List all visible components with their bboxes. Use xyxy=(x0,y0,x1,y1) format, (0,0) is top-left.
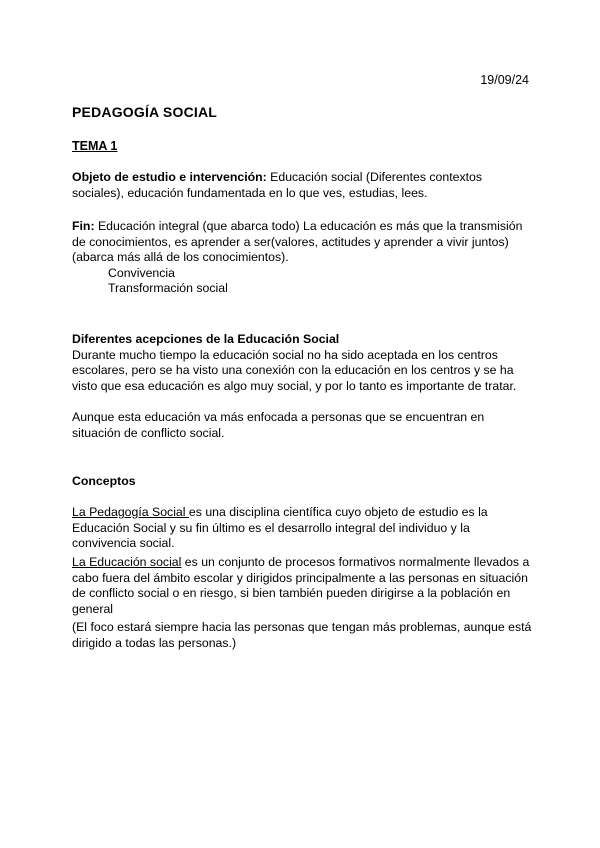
educacion-term: La Educación social xyxy=(72,555,182,569)
objeto-label: Objeto de estudio e intervención: xyxy=(72,170,267,184)
conceptos-heading: Conceptos xyxy=(72,474,136,488)
paragraph-aunque: Aunque esta educación va más enfocada a personas que se encuentran en situación de conflicto social. xyxy=(72,410,485,440)
acepciones-heading: Diferentes acepciones de la Educación Social xyxy=(72,332,340,346)
paragraph-foco: (El foco estará siempre hacia las personas que tengan más problemas, aunque está dirigido a todas las personas.) xyxy=(72,620,532,650)
educacion-text: es un conjunto de procesos formativos normalmente llevados a cabo fuera del ámbito escolar y dirigidos principalmente a las personas en situación de conflicto social o en riesgo, si bien también pueden dirigirse a la población en general xyxy=(72,555,530,616)
fin-label: Fin: xyxy=(72,219,95,233)
paragraph-pedagogia-social xyxy=(72,505,532,552)
document-date: 19/09/24 xyxy=(480,73,529,87)
pedagogia-text: es una disciplina científica cuyo objeto de estudio es la Educación Social y su fin último es el desarrollo integral del individuo y la convivencia social. xyxy=(72,505,488,551)
acepciones-text: Durante mucho tiempo la educación social no ha sido aceptada en los centros escolares, pero se ha visto una conexión con la educación en los centros y se ha visto que esa educación es algo muy social, y por lo tanto es importante de tratar. xyxy=(72,347,517,393)
paragraph-objeto xyxy=(72,170,532,201)
fin-item: Transformación social xyxy=(108,281,228,296)
objeto-text: Educación social (Diferentes contextos sociales), educación fundamentada en lo que ves, estudias, lees. xyxy=(72,170,483,200)
fin-text: Educación integral (que abarca todo) La educación es más que la transmisión de conocimientos, es aprender a ser(valores, actitudes y aprender a vivir juntos) (abarca más allá de los conocimientos). xyxy=(72,219,523,265)
section-title-tema: TEMA 1 xyxy=(72,139,118,153)
paragraph-acepciones xyxy=(72,332,532,394)
paragraph-fin xyxy=(72,219,532,297)
document-title: PEDAGOGÍA SOCIAL xyxy=(72,104,218,120)
paragraph-educacion-social xyxy=(72,555,532,617)
pedagogia-term: La Pedagogía Social xyxy=(72,505,189,519)
fin-item: Convivencia xyxy=(108,265,175,280)
